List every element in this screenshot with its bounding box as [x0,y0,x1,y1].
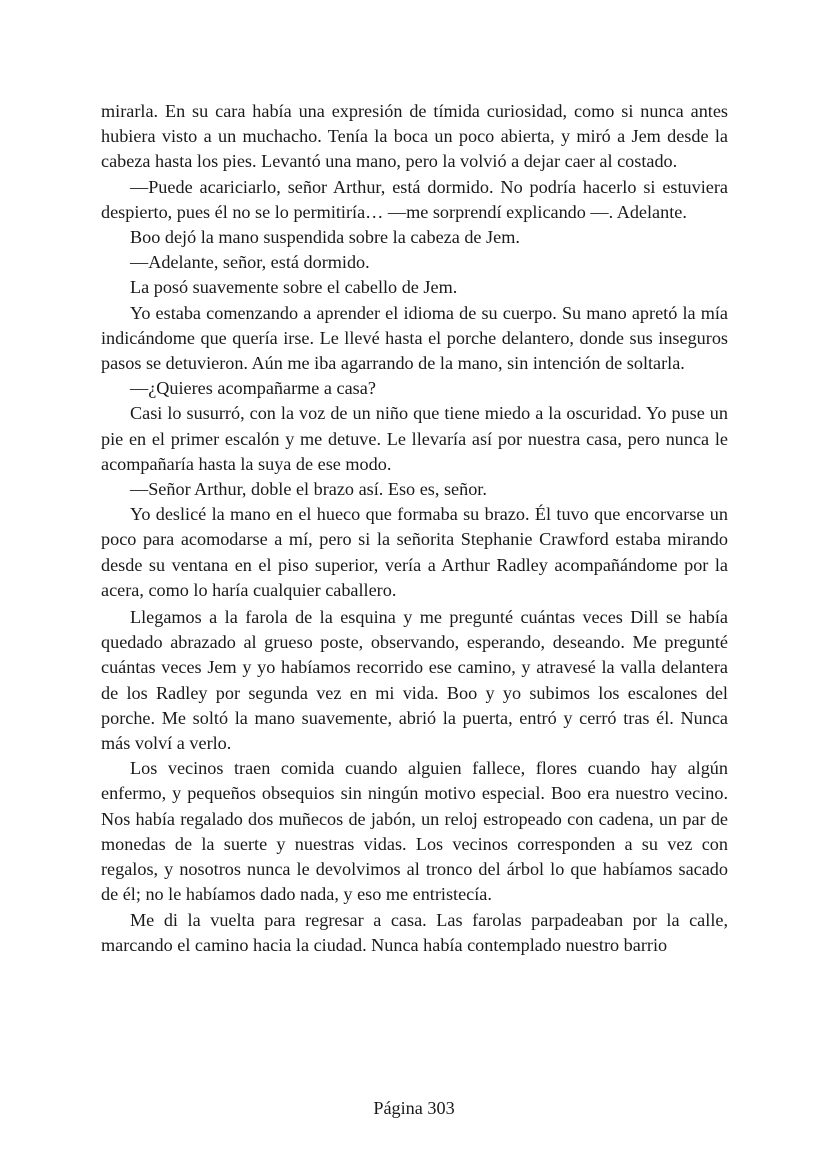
paragraph-10: Yo deslicé la mano en el hueco que formaba su brazo. Él tuvo que encorvarse un poco para acomodarse a mí, pero si la señorita Stephanie Crawford estaba mirando desde su ventana en el piso superior, vería a Arthur Radley acompañándome por la acera, como lo haría cualquier caballero. [101,504,728,600]
paragraph-11: Llegamos a la farola de la esquina y me pregunté cuántas veces Dill se había quedado abrazado al grueso poste, observando, esperando, deseando. Me pregunté cuántas veces Jem y yo habíamos recorrido ese camino, y atravesé la valla delantera de los Radley por segunda vez en mi vida. Boo y yo subimos los escalones del porche. Me soltó la mano suavemente, abrió la puerta, entró y cerró tras él. Nunca más volví a verlo. [101,607,728,754]
page-number: Página 303 [373,1098,455,1118]
paragraph-13: Me di la vuelta para regresar a casa. Las farolas parpadeaban por la calle, marcando el camino hacia la ciudad. Nunca había contemplado nuestro barrio [101,909,728,955]
paragraph-1: mirarla. En su cara había una expresión de tímida curiosidad, como si nunca antes hubiera visto a un muchacho. Tenía la boca un poco abierta, y miró a Jem desde la cabeza hasta los pies. Levantó una mano, pero la volvió a dejar caer al costado. [101,101,728,172]
paragraph-8: Casi lo susurró, con la voz de un niño que tiene miedo a la oscuridad. Yo puse un pie en el primer escalón y me detuve. Le llevaría así por nuestra casa, pero nunca le acompañaría hasta la suya de ese modo. [101,403,728,474]
paragraph-2: —Puede acariciarlo, señor Arthur, está dormido. No podría hacerlo si estuviera despierto, pues él no se lo permitiría… —me sorprendí explicando —. Adelante. [101,176,728,222]
paragraph-3: Boo dejó la mano suspendida sobre la cabeza de Jem. [130,227,520,248]
paragraph-9: —Señor Arthur, doble el brazo así. Eso es, señor. [130,479,487,500]
paragraph-5: La posó suavemente sobre el cabello de Jem. [130,277,458,298]
paragraph-4: —Adelante, señor, está dormido. [130,252,370,273]
paragraph-6: Yo estaba comenzando a aprender el idioma de su cuerpo. Su mano apretó la mía indicándome que quería irse. Le llevé hasta el porche delantero, donde sus inseguros pasos se detuvieron. Aún me iba agarrando de la mano, sin intención de soltarla. [101,302,728,374]
paragraph-12: Los vecinos traen comida cuando alguien fallece, flores cuando hay algún enfermo, y pequeños obsequios sin ningún motivo especial. Boo era nuestro vecino. Nos había regalado dos muñecos de jabón, un reloj estropeado con cadena, un par de monedas de la suerte y nuestras vidas. Los vecinos corresponden a su vez con regalos, y nosotros nunca le devolvimos al tronco del árbol lo que habíamos sacado de él; no le habíamos dado nada, y eso me entristecía. [101,758,728,905]
page-body [101,99,728,958]
paragraph-7: —¿Quieres acompañarme a casa? [130,378,376,399]
